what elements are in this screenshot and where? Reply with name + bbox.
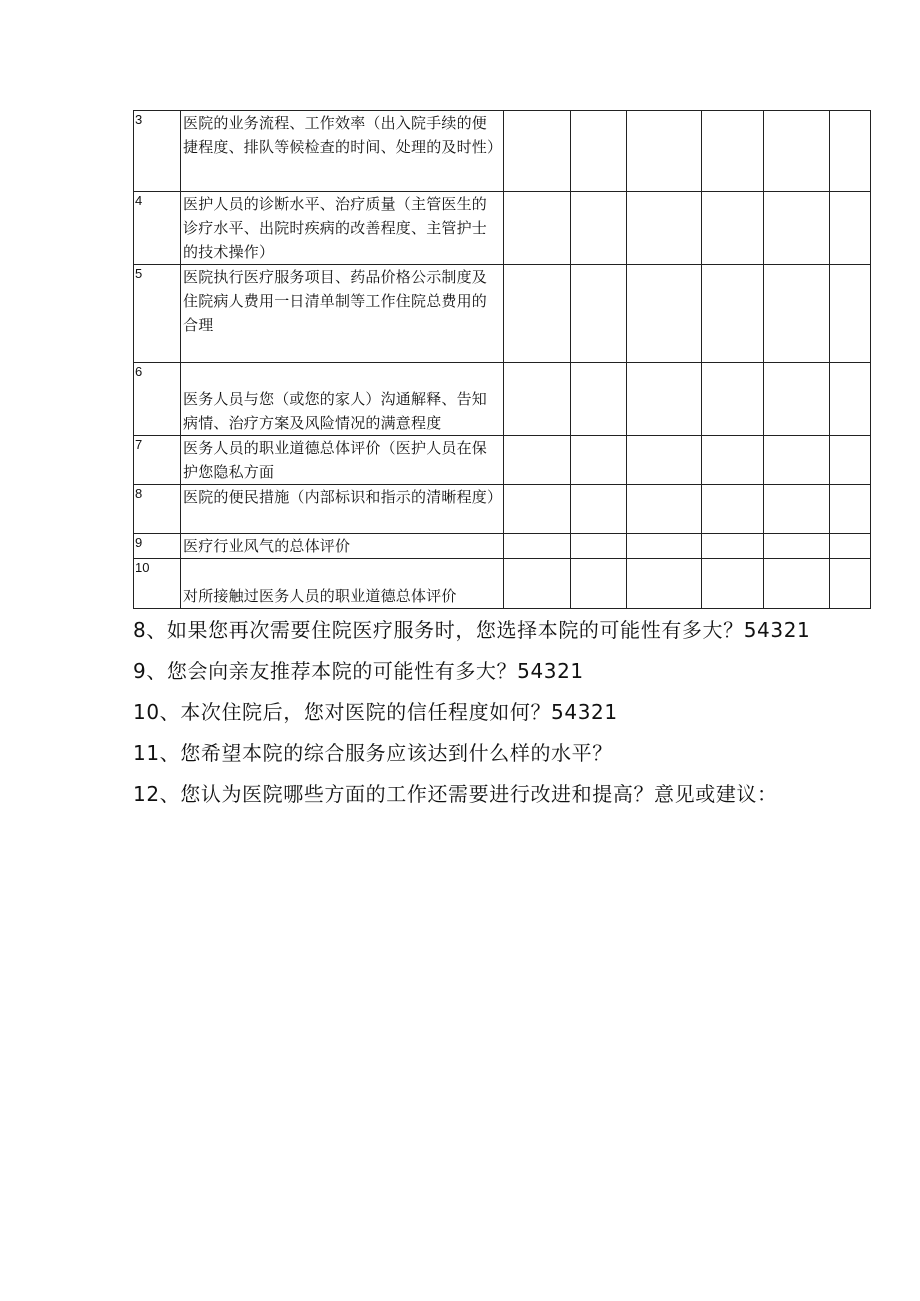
rating-cell[interactable]	[702, 192, 764, 265]
question-10: 10、本次住院后，您对医院的信任程度如何？54321	[133, 700, 618, 724]
rating-cell[interactable]	[702, 363, 764, 436]
rating-cell[interactable]	[627, 192, 702, 265]
question-9: 9、您会向亲友推荐本院的可能性有多大？54321	[133, 659, 584, 683]
rating-cell[interactable]	[571, 192, 627, 265]
rating-cell[interactable]	[571, 265, 627, 363]
row-number: 7	[134, 436, 181, 485]
row-number: 3	[134, 111, 181, 192]
rating-cell[interactable]	[504, 485, 571, 534]
rating-cell[interactable]	[702, 265, 764, 363]
table-row	[134, 363, 871, 436]
rating-cell[interactable]	[764, 485, 830, 534]
row-item-text: 医院的业务流程、工作效率（出入院手续的便捷程度、排队等候检查的时间、处理的及时性）	[181, 111, 504, 192]
rating-cell[interactable]	[764, 436, 830, 485]
rating-cell[interactable]	[627, 485, 702, 534]
question-8: 8、如果您再次需要住院医疗服务时，您选择本院的可能性有多大？54321	[133, 618, 811, 642]
rating-cell[interactable]	[504, 534, 571, 559]
rating-cell[interactable]	[504, 559, 571, 609]
rating-cell[interactable]	[764, 534, 830, 559]
question-11: 11、您希望本院的综合服务应该达到什么样的水平？	[133, 741, 613, 765]
rating-cell[interactable]	[830, 485, 871, 534]
row-number: 8	[134, 485, 181, 534]
rating-cell[interactable]	[702, 534, 764, 559]
rating-cell[interactable]	[764, 363, 830, 436]
row-item-text: 医院的便民措施（内部标识和指示的清晰程度）	[181, 485, 504, 534]
row-item-text: 医院执行医疗服务项目、药品价格公示制度及住院病人费用一日清单制等工作住院总费用的合理	[181, 265, 504, 363]
rating-cell[interactable]	[571, 111, 627, 192]
rating-cell[interactable]	[571, 363, 627, 436]
row-item-text: 医务人员与您（或您的家人）沟通解释、告知病情、治疗方案及风险情况的满意程度	[181, 363, 504, 436]
rating-cell[interactable]	[571, 534, 627, 559]
row-item-text: 医务人员的职业道德总体评价（医护人员在保护您隐私方面	[181, 436, 504, 485]
rating-cell[interactable]	[571, 436, 627, 485]
row-item-text: 医护人员的诊断水平、治疗质量（主管医生的诊疗水平、出院时疾病的改善程度、主管护士的技术操作）	[181, 192, 504, 265]
rating-cell[interactable]	[764, 111, 830, 192]
rating-cell[interactable]	[830, 192, 871, 265]
rating-cell[interactable]	[571, 485, 627, 534]
rating-cell[interactable]	[764, 265, 830, 363]
table-row	[134, 436, 871, 485]
rating-cell[interactable]	[830, 265, 871, 363]
rating-cell[interactable]	[830, 111, 871, 192]
table-row	[134, 485, 871, 534]
rating-cell[interactable]	[627, 111, 702, 192]
table-row	[134, 265, 871, 363]
question-list	[133, 612, 823, 817]
rating-cell[interactable]	[830, 559, 871, 609]
row-item-text: 医疗行业风气的总体评价	[181, 534, 504, 559]
row-number: 10	[134, 559, 181, 609]
rating-cell[interactable]	[764, 192, 830, 265]
rating-cell[interactable]	[830, 436, 871, 485]
rating-cell[interactable]	[627, 436, 702, 485]
table-row	[134, 559, 871, 609]
rating-cell[interactable]	[504, 265, 571, 363]
rating-cell[interactable]	[702, 436, 764, 485]
row-item-text: 对所接触过医务人员的职业道德总体评价	[181, 559, 504, 609]
rating-cell[interactable]	[830, 534, 871, 559]
table-row	[134, 111, 871, 192]
row-number: 9	[134, 534, 181, 559]
table-row	[134, 534, 871, 559]
rating-cell[interactable]	[504, 192, 571, 265]
rating-cell[interactable]	[627, 363, 702, 436]
rating-cell[interactable]	[764, 559, 830, 609]
row-number: 6	[134, 363, 181, 436]
rating-cell[interactable]	[504, 436, 571, 485]
row-number: 5	[134, 265, 181, 363]
rating-cell[interactable]	[571, 559, 627, 609]
question-12: 12、您认为医院哪些方面的工作还需要进行改进和提高？意见或建议：	[133, 782, 778, 806]
table-row	[134, 192, 871, 265]
rating-table	[133, 110, 871, 609]
rating-cell[interactable]	[627, 534, 702, 559]
rating-cell[interactable]	[504, 363, 571, 436]
rating-cell[interactable]	[830, 363, 871, 436]
rating-cell[interactable]	[702, 485, 764, 534]
rating-cell[interactable]	[627, 265, 702, 363]
rating-cell[interactable]	[627, 559, 702, 609]
rating-cell[interactable]	[504, 111, 571, 192]
rating-cell[interactable]	[702, 111, 764, 192]
rating-cell[interactable]	[702, 559, 764, 609]
row-number: 4	[134, 192, 181, 265]
